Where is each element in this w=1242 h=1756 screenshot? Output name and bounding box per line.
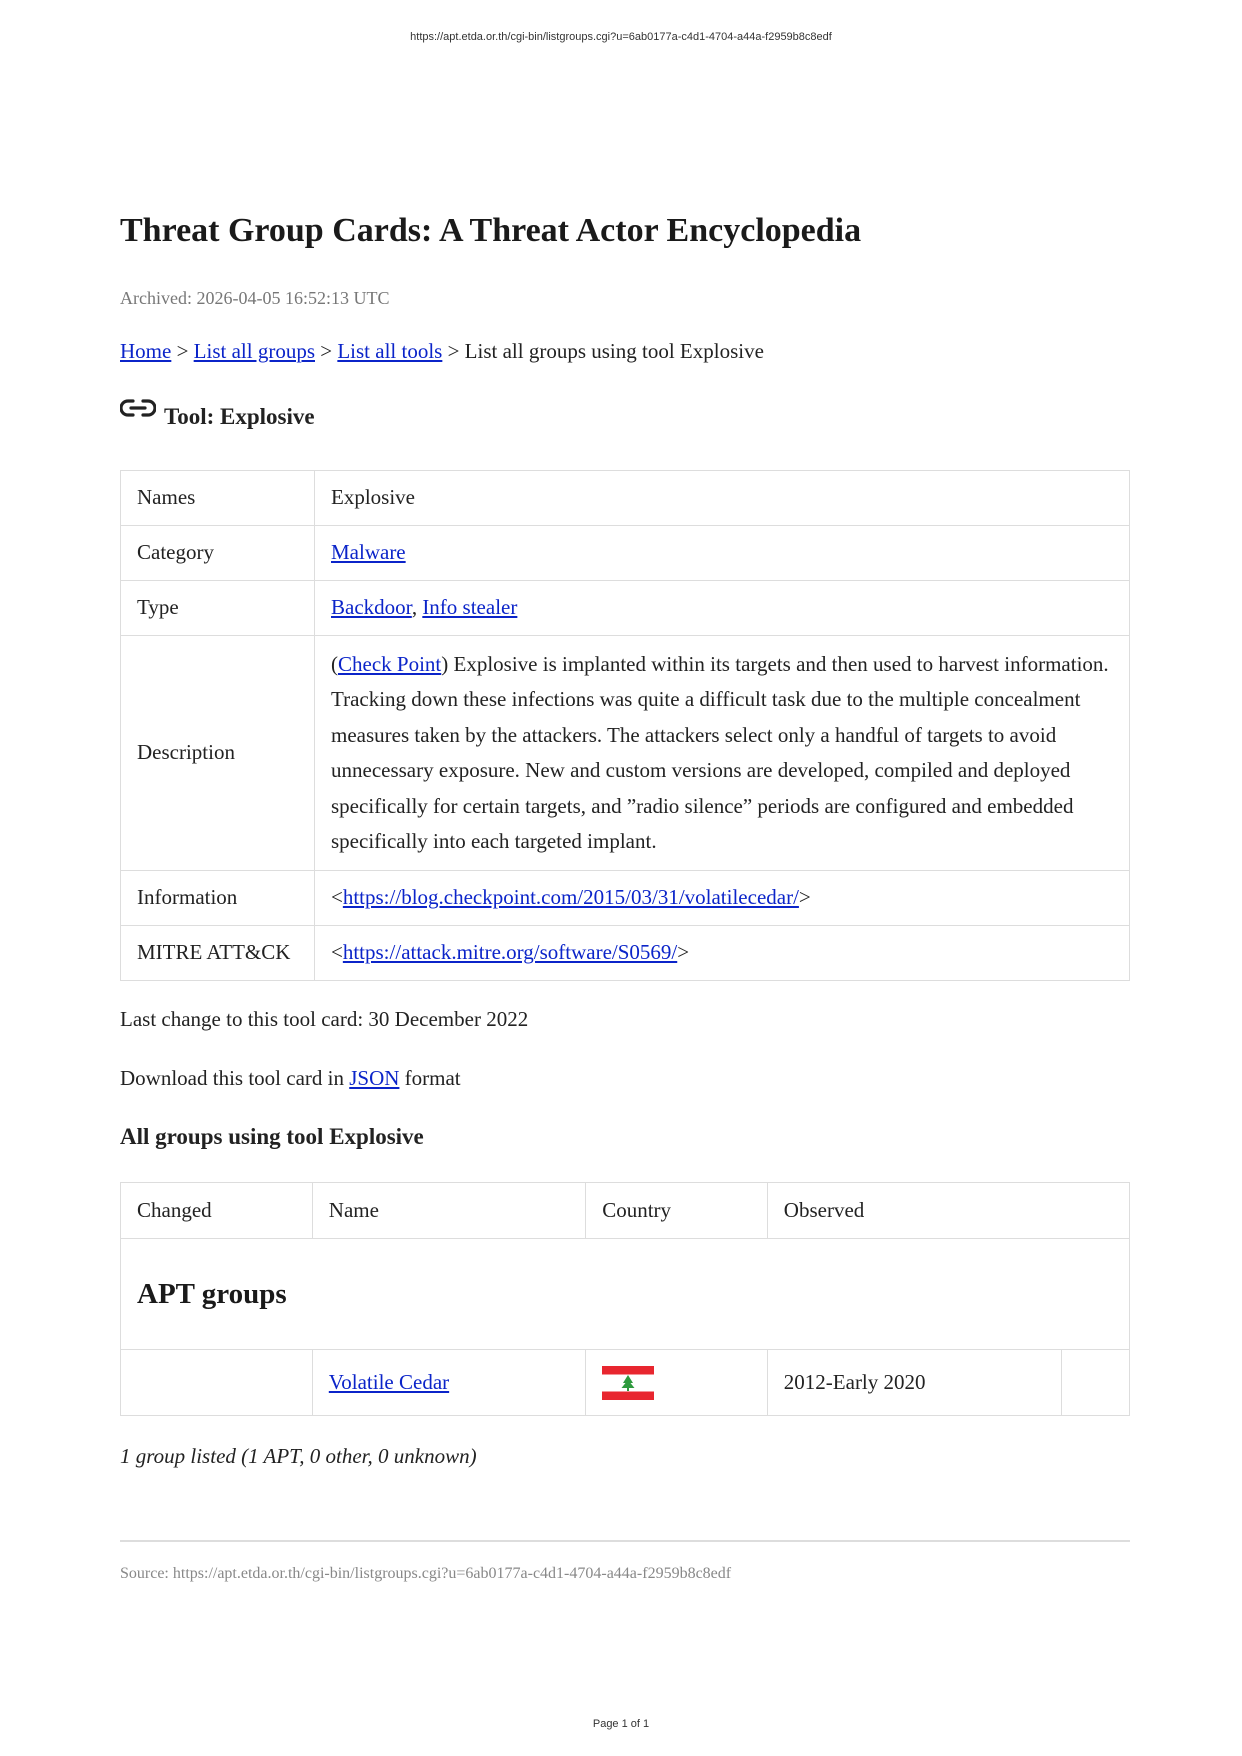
groups-summary: 1 group listed (1 APT, 0 other, 0 unknown)	[120, 1444, 477, 1468]
type-info-stealer-link[interactable]: Info stealer	[422, 595, 518, 620]
section-title-text: APT groups	[137, 1277, 287, 1310]
type-value	[315, 581, 1130, 636]
download-json-link[interactable]: JSON	[349, 1066, 400, 1090]
group-changed-cell	[121, 1350, 313, 1416]
mitre-lt: <	[331, 940, 343, 965]
tool-row-type	[121, 581, 1130, 636]
group-country-cell	[586, 1350, 768, 1416]
information-value	[315, 871, 1130, 926]
description-value	[315, 636, 1130, 871]
description-label: Description	[121, 636, 315, 871]
group-observed-cell: 2012-Early 2020	[767, 1350, 1061, 1416]
mitre-url-link[interactable]: https://attack.mitre.org/software/S0569/	[342, 940, 678, 965]
tool-row-names	[121, 471, 1130, 526]
description-open-paren: (	[331, 651, 338, 676]
type-backdoor-link[interactable]: Backdoor	[331, 595, 412, 620]
description-text: ) Explosive is implanted within its targets and then used to harvest information. Tracking down these infections was quite a difficult task due to the multiple concealment measures taken by the attackers. The attackers select only a handful of targets to avoid unnecessary exposure. New and custom versions are developed, compiled and deployed specifically for certain targets, and ”radio silence” periods are configured and embedded specifically into each targeted implant.	[331, 651, 1109, 853]
names-value: Explosive	[315, 471, 1130, 526]
tool-row-information	[121, 871, 1130, 926]
breadcrumb-list-tools-link[interactable]: List all tools	[337, 339, 443, 363]
description-source-link[interactable]: Check Point	[338, 651, 442, 676]
download-line	[120, 1066, 461, 1091]
groups-table-header	[121, 1183, 1130, 1239]
column-header-country: Country	[586, 1183, 768, 1239]
column-header-changed: Changed	[121, 1183, 313, 1239]
lebanon-flag-icon	[602, 1366, 654, 1400]
information-label: Information	[121, 871, 315, 926]
groups-table	[120, 1182, 1130, 1416]
tool-heading	[120, 404, 315, 430]
print-header-url: https://apt.etda.or.th/cgi-bin/listgroups.cgi?u=6ab0177a-c4d1-4704-a44a-f2959b8c8edf	[410, 31, 832, 43]
section-title	[121, 1239, 1130, 1350]
download-prefix: Download this tool card in	[120, 1066, 350, 1090]
tool-details-table	[120, 470, 1130, 981]
tool-row-category	[121, 526, 1130, 581]
tool-heading-text: Tool: Explosive	[164, 404, 315, 429]
names-label: Names	[121, 471, 315, 526]
breadcrumb-separator: >	[171, 339, 194, 363]
groups-heading: All groups using tool Explosive	[120, 1124, 424, 1149]
breadcrumb-current: > List all groups using tool Explosive	[442, 339, 764, 363]
divider	[120, 1540, 1130, 1542]
group-name-link[interactable]: Volatile Cedar	[328, 1370, 450, 1394]
column-header-observed: Observed	[767, 1183, 1129, 1239]
group-extra-cell	[1061, 1350, 1129, 1416]
groups-section-row	[121, 1239, 1130, 1350]
category-label: Category	[121, 526, 315, 581]
tool-row-description	[121, 636, 1130, 871]
information-gt: >	[798, 885, 811, 910]
category-value	[315, 526, 1130, 581]
page-title: Threat Group Cards: A Threat Actor Encyclopedia	[120, 212, 862, 249]
group-name-cell	[312, 1350, 585, 1416]
download-suffix: format	[399, 1066, 461, 1090]
table-row	[121, 1350, 1130, 1416]
column-header-name: Name	[312, 1183, 585, 1239]
mitre-label: MITRE ATT&CK	[121, 926, 315, 981]
mitre-gt: >	[677, 940, 690, 965]
breadcrumb	[120, 339, 764, 364]
type-label: Type	[121, 581, 315, 636]
breadcrumb-separator: >	[315, 339, 338, 363]
tool-row-mitre	[121, 926, 1130, 981]
category-malware-link[interactable]: Malware	[331, 540, 406, 565]
breadcrumb-list-groups-link[interactable]: List all groups	[193, 339, 315, 363]
link-icon	[120, 397, 156, 419]
mitre-value	[315, 926, 1130, 981]
last-change-text: Last change to this tool card: 30 December 2022	[120, 1007, 529, 1031]
breadcrumb-home-link[interactable]: Home	[120, 339, 172, 363]
source-url: Source: https://apt.etda.or.th/cgi-bin/listgroups.cgi?u=6ab0177a-c4d1-4704-a44a-f2959b8c8edf	[120, 1565, 732, 1582]
information-lt: <	[331, 885, 343, 910]
archived-timestamp: Archived: 2026-04-05 16:52:13 UTC	[120, 288, 390, 308]
type-separator: ,	[411, 595, 423, 620]
information-url-link[interactable]: https://blog.checkpoint.com/2015/03/31/volatilecedar/	[342, 885, 799, 910]
print-footer-page: Page 1 of 1	[592, 1718, 650, 1730]
